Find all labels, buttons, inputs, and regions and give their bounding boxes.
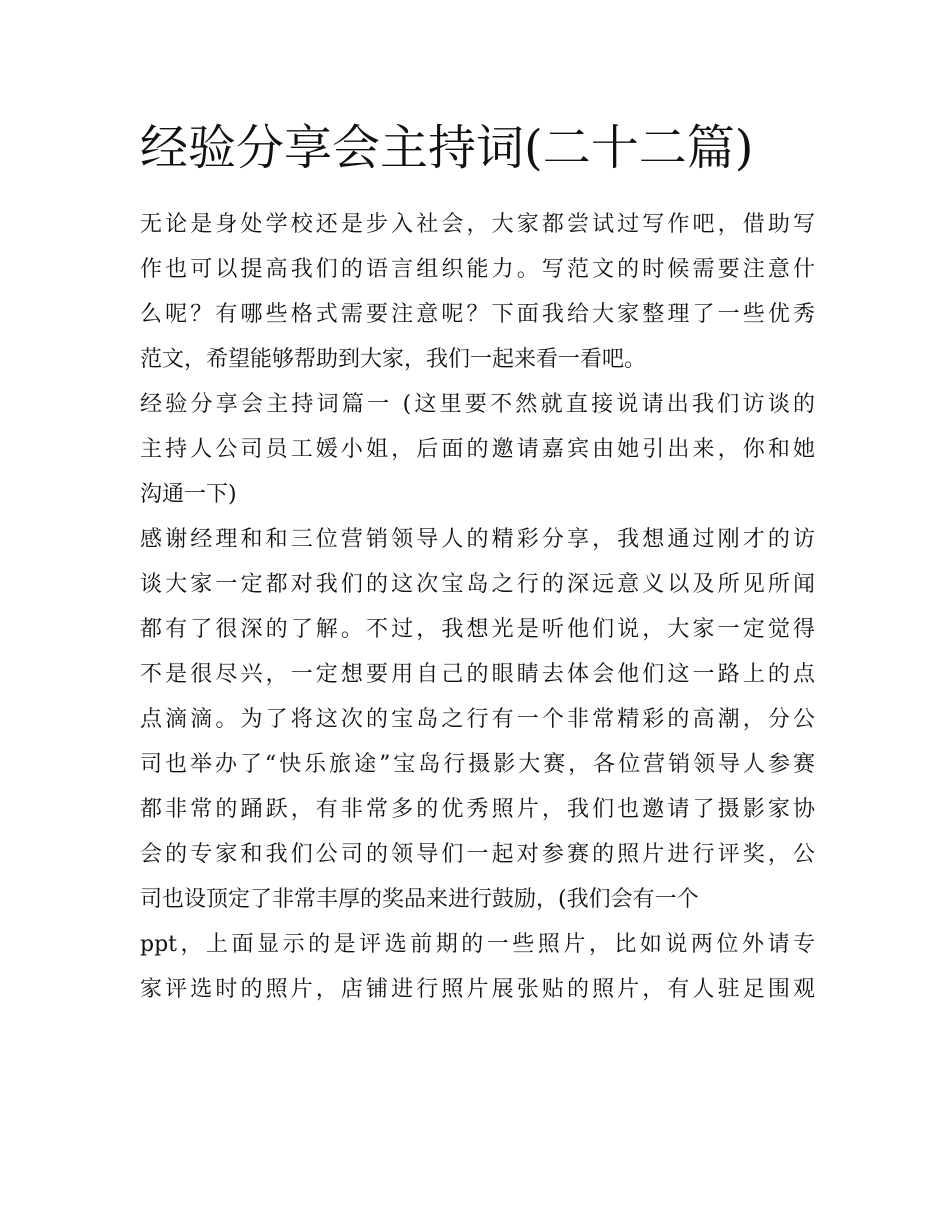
text-line: 主持人公司员工媛小姐，后面的邀请嘉宾由她引出来，你和她 [140,437,815,462]
text-line: 谈大家一定都对我们的这次宝岛之行的深远意义以及所见所闻 [140,572,815,597]
text-line: 范文，希望能够帮助到大家，我们一起来看一看吧。 [140,347,647,372]
text-line: 会的专家和我们公司的领导们一起对参赛的照片进行评奖，公 [140,842,815,867]
text-line: 么呢？有哪些格式需要注意呢？下面我给大家整理了一些优秀 [140,302,815,327]
text-line: 无论是身处学校还是步入社会，大家都尝试过写作吧，借助写 [140,212,815,237]
text-line: ppt，上面显示的是评选前期的一些照片，比如说两位外请专 [140,932,815,957]
document-title: 经验分享会主持词(二十二篇) [140,120,754,176]
text-line: 经验分享会主持词篇一 (这里要不然就直接说请出我们访谈的 [140,392,815,417]
text-line: 司也设顶定了非常丰厚的奖品来进行鼓励，(我们会有一个 [140,887,699,912]
text-line: 感谢经理和和三位营销领导人的精彩分享，我想通过刚才的访 [140,527,815,552]
text-line: 作也可以提高我们的语言组织能力。写范文的时候需要注意什 [140,257,815,282]
text-line: 点滴滴。为了将这次的宝岛之行有一个非常精彩的高潮，分公 [140,707,815,732]
document-body [140,202,815,1012]
text-line: 不是很尽兴，一定想要用自己的眼睛去体会他们这一路上的点 [140,662,815,687]
text-line: 都有了很深的了解。不过，我想光是听他们说，大家一定觉得 [140,617,815,642]
text-line: 家评选时的照片，店铺进行照片展张贴的照片，有人驻足围观 [140,977,815,1002]
text-line: 都非常的踊跃，有非常多的优秀照片，我们也邀请了摄影家协 [140,797,815,822]
text-line: 沟通一下) [140,482,237,507]
text-line: 司也举办了“快乐旅途”宝岛行摄影大赛，各位营销领导人参赛 [140,752,815,777]
